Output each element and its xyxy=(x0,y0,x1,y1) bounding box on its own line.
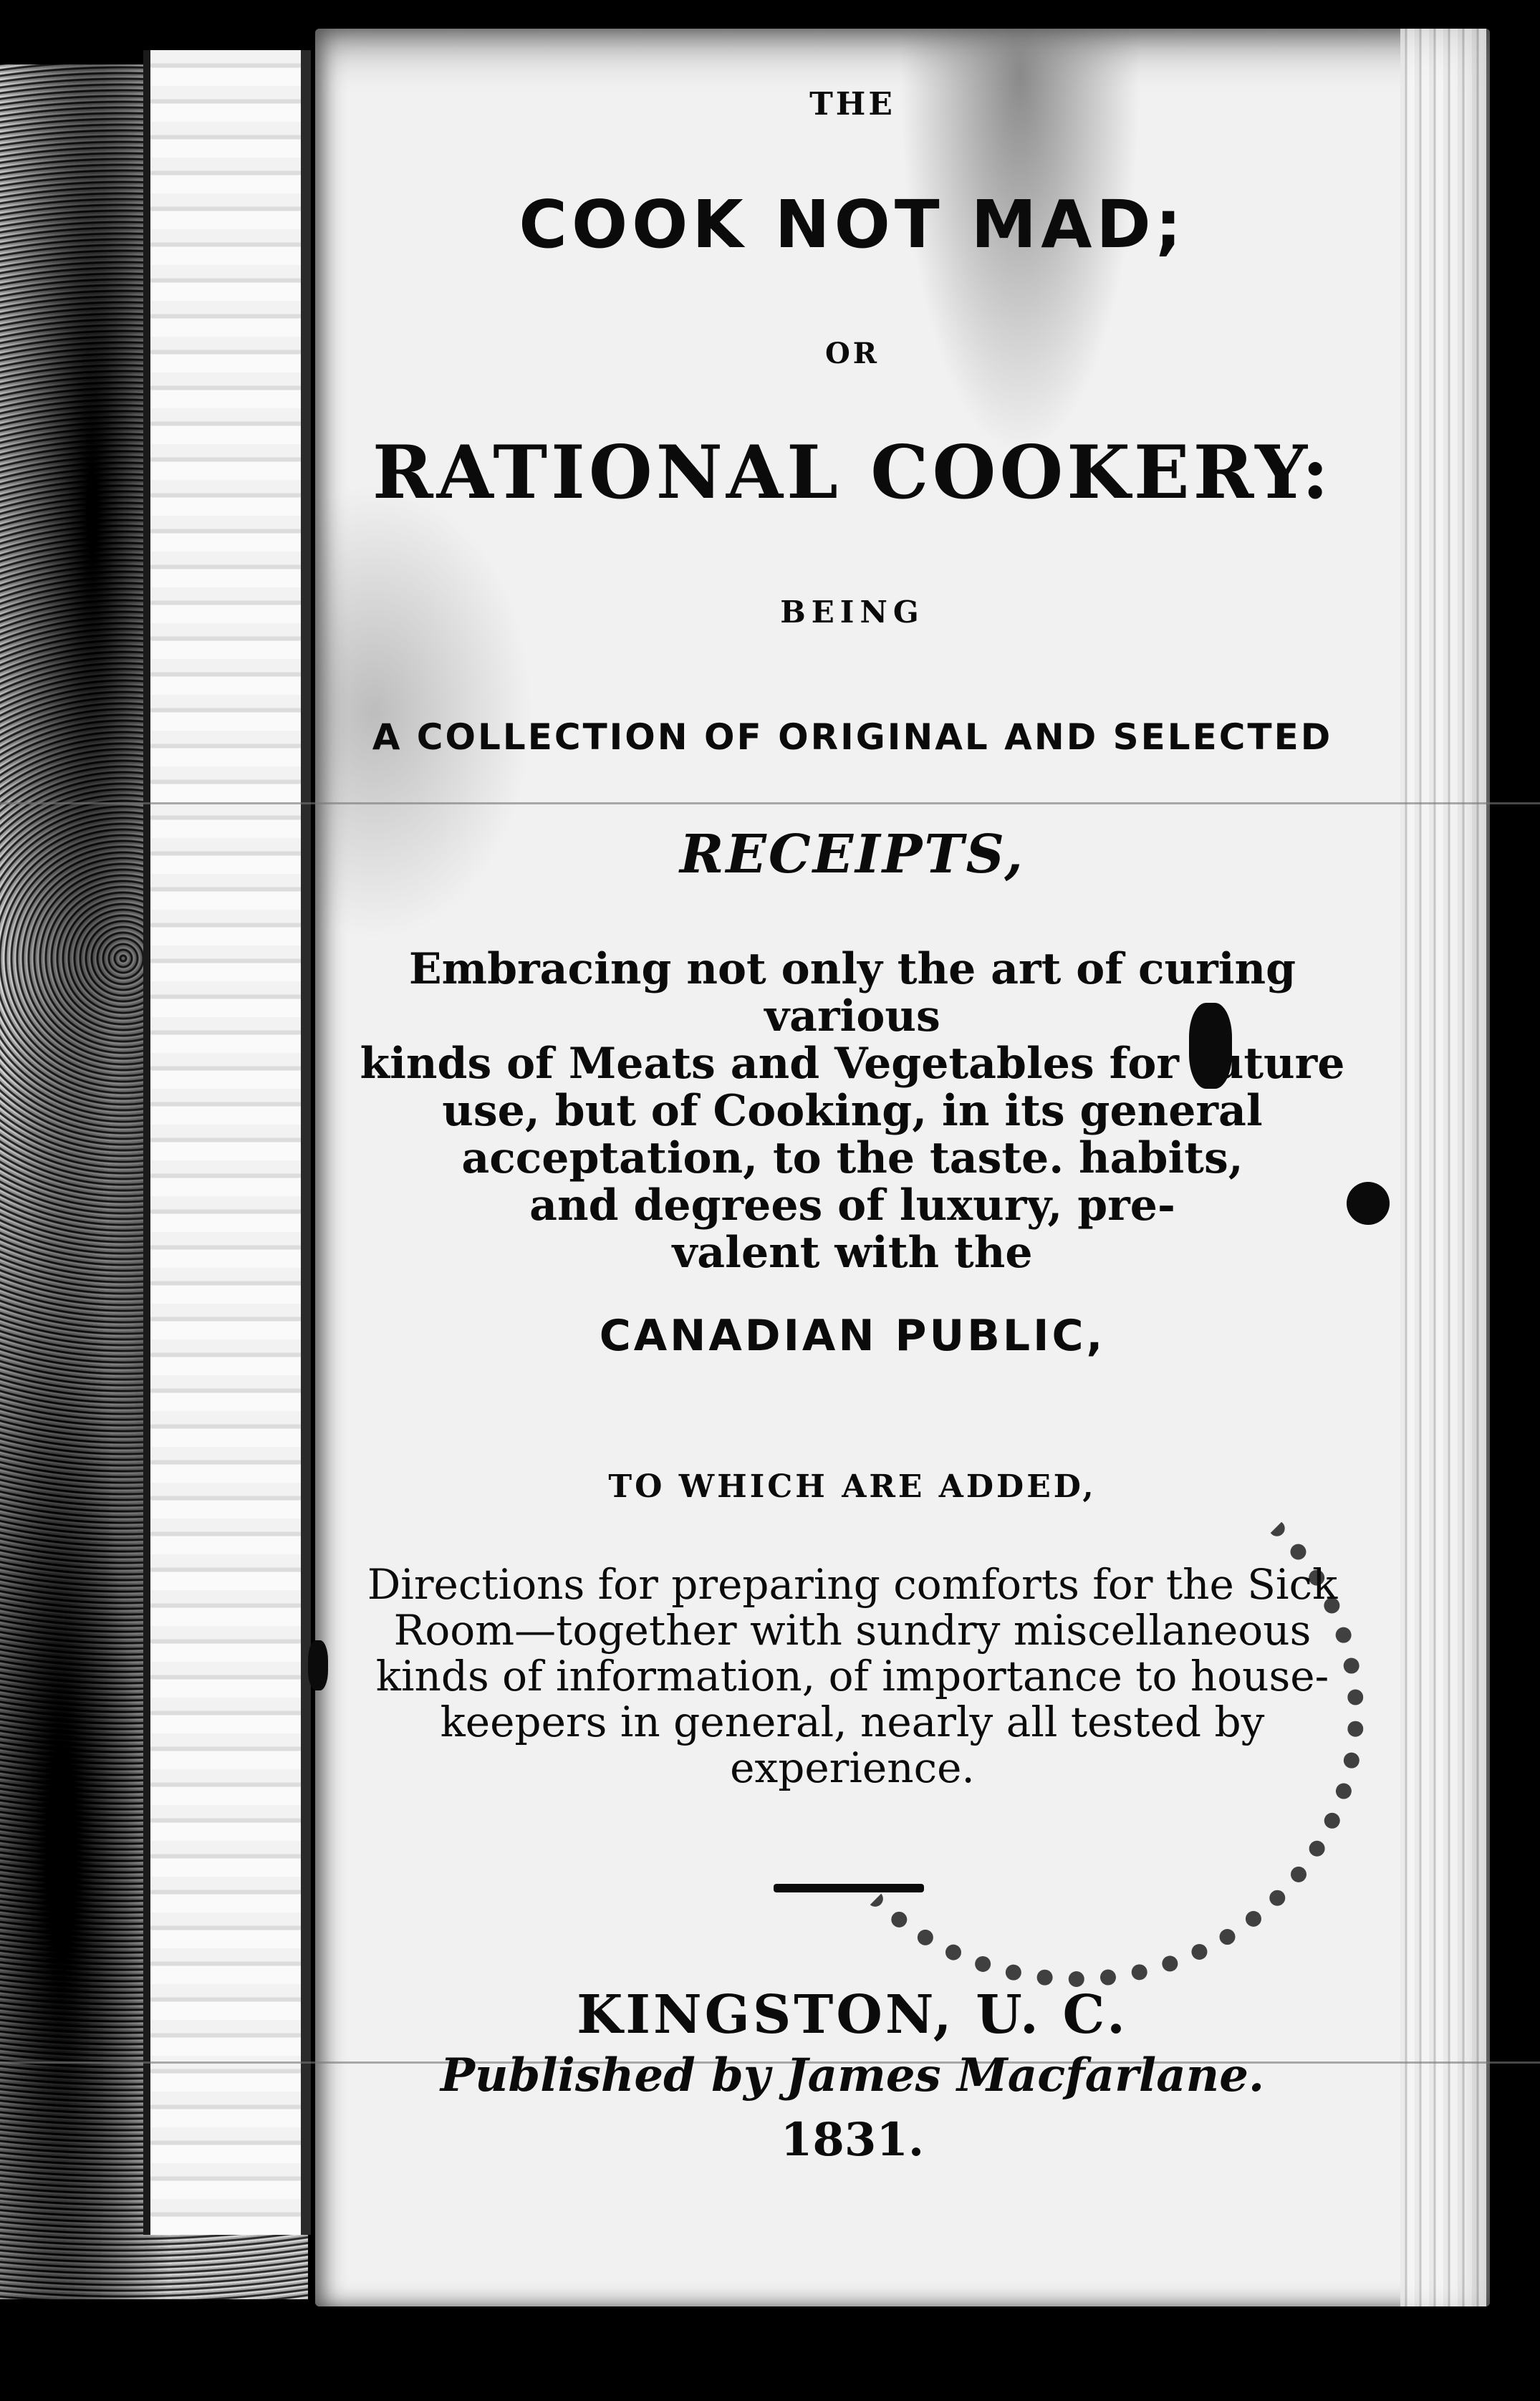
description-line: Embracing not only the art of curing various xyxy=(408,944,1296,1041)
title-page-text xyxy=(344,64,1361,2167)
main-title: COOK NOT MAD; xyxy=(519,186,1186,263)
to-which-added: TO WHICH ARE ADDED, xyxy=(608,1468,1097,1505)
subtitle: RATIONAL COOKERY: xyxy=(372,430,1333,516)
title-being: BEING xyxy=(780,595,925,630)
directions-line: keepers in general, nearly all tested by xyxy=(440,1698,1265,1746)
directions-paragraph xyxy=(344,1562,1361,1791)
divider-rule xyxy=(774,1884,924,1892)
description-paragraph xyxy=(344,946,1361,1276)
imprint-place: KINGSTON, U. C. xyxy=(577,1984,1128,2046)
description-line: valent with the xyxy=(672,1228,1033,1278)
title-the: THE xyxy=(809,86,895,122)
description-line: use, but of Cooking, in its general xyxy=(442,1086,1263,1136)
page-edge xyxy=(1400,29,1486,2306)
description-line: and degrees of luxury, pre- xyxy=(529,1180,1175,1231)
receipts-heading: RECEIPTS, xyxy=(679,824,1026,885)
description-line: kinds of Meats and Vegetables for future xyxy=(360,1039,1345,1089)
description-line: acceptation, to the taste. habits, xyxy=(461,1133,1243,1183)
directions-line: Room—together with sundry miscellaneous xyxy=(393,1606,1312,1655)
canadian-public-heading: CANADIAN PUBLIC, xyxy=(599,1311,1106,1361)
imprint-publisher: Published by James Macfarlane. xyxy=(440,2049,1265,2102)
collection-line: A COLLECTION OF ORIGINAL AND SELECTED xyxy=(372,716,1333,758)
directions-line: Directions for preparing comforts for the Sick xyxy=(367,1560,1338,1609)
ink-blot xyxy=(308,1640,328,1690)
title-or: OR xyxy=(824,337,880,370)
directions-line: kinds of information, of importance to house- xyxy=(375,1652,1329,1700)
directions-line: experience. xyxy=(730,1743,975,1792)
imprint-year: 1831. xyxy=(780,2113,925,2167)
flyleaf-edge xyxy=(143,50,311,2235)
